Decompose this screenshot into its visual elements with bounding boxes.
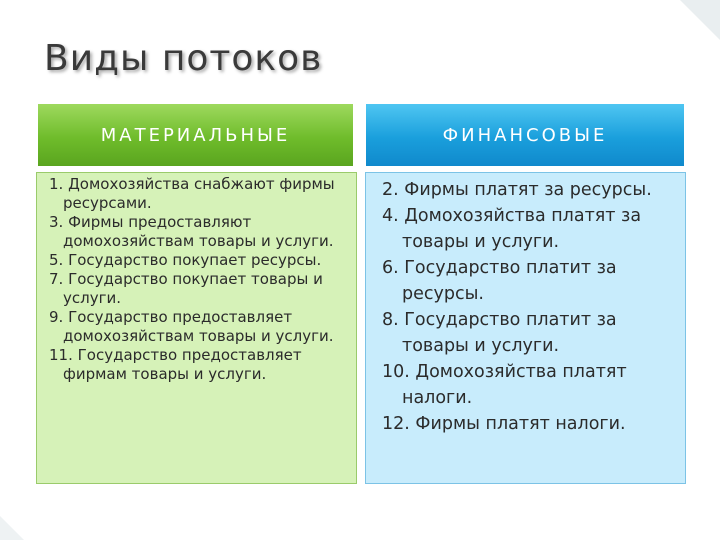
list-item: 3. Фирмы предоставляют домохозяйствам товары и услуги. [49, 213, 334, 250]
material-list-box [36, 172, 357, 484]
material-list [49, 175, 346, 384]
slide-title: Виды потоков [44, 38, 323, 79]
decorative-corner-bottom-left [0, 516, 24, 540]
financial-header: ФИНАНСОВЫЕ [366, 104, 684, 166]
material-header: МАТЕРИАЛЬНЫЕ [38, 104, 353, 166]
financial-list-box [365, 172, 686, 484]
list-item: 11. Государство предоставляет фирмам товары и услуги. [49, 346, 302, 383]
list-item: 5. Государство покупает ресурсы. [49, 251, 322, 269]
list-item: 12. Фирмы платят налоги. [382, 414, 626, 434]
list-item: 2. Фирмы платят за ресурсы. [382, 180, 652, 200]
list-item: 7. Государство покупает товары и услуги. [49, 270, 323, 307]
list-item: 8. Государство платит за товары и услуги. [382, 310, 617, 356]
decorative-corner-top-right [680, 0, 720, 40]
list-item: 10. Домохозяйства платят налоги. [382, 362, 627, 408]
list-item: 6. Государство платит за ресурсы. [382, 258, 617, 304]
financial-list [382, 177, 675, 437]
list-item: 4. Домохозяйства платят за товары и услуги. [382, 206, 642, 252]
list-item: 9. Государство предоставляет домохозяйствам товары и услуги. [49, 308, 334, 345]
list-item: 1. Домохозяйства снабжают фирмы ресурсами. [49, 175, 335, 212]
